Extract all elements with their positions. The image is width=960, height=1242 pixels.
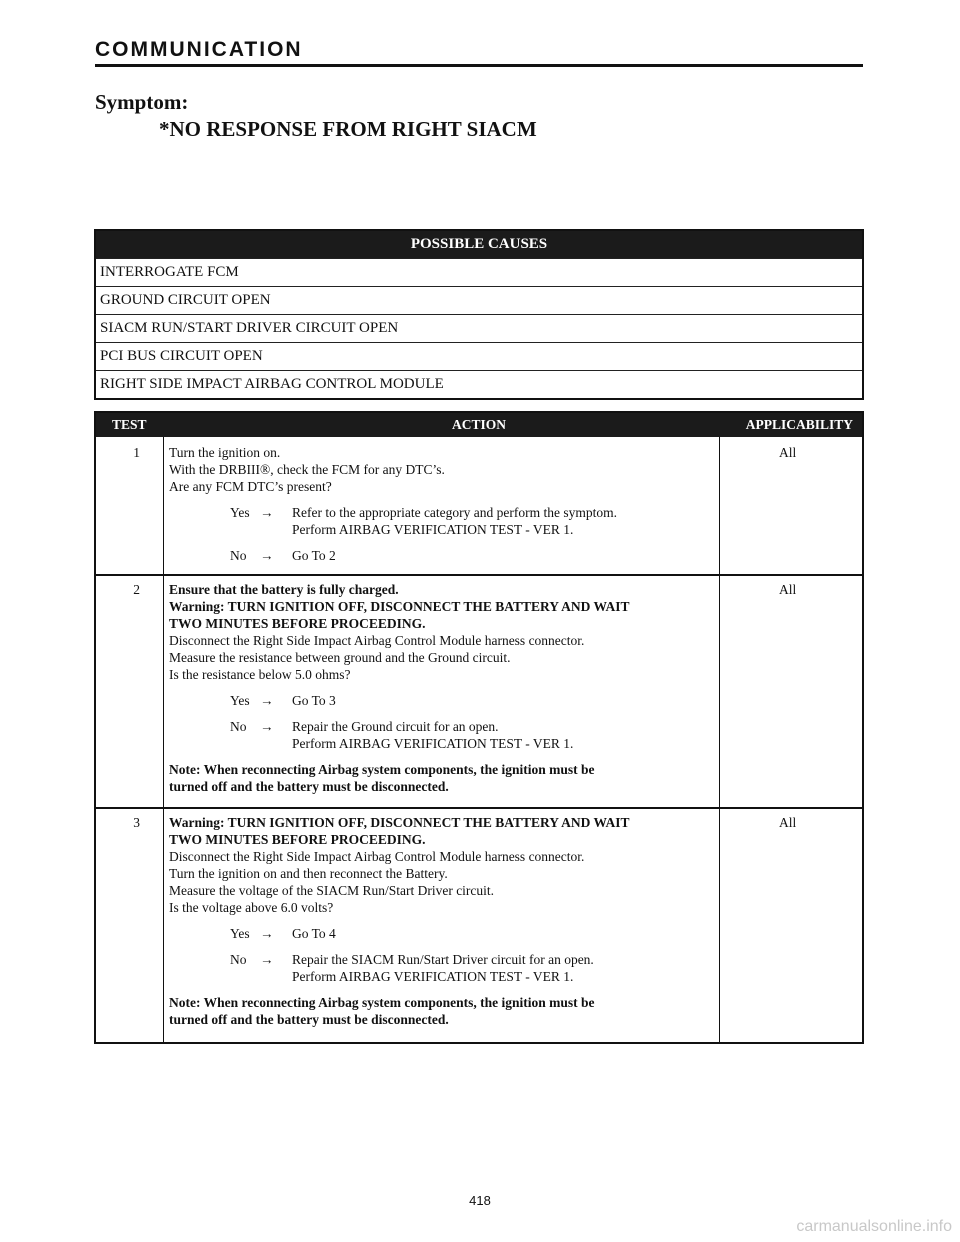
yes-label: Yes bbox=[230, 693, 250, 708]
cause-item: PCI BUS CIRCUIT OPEN bbox=[96, 342, 862, 370]
watermark: carmanualsonline.info bbox=[796, 1218, 952, 1235]
no-label: No bbox=[230, 719, 247, 734]
test-action bbox=[169, 444, 717, 564]
no-branch-cont bbox=[169, 735, 717, 752]
no-text-2: Perform AIRBAG VERIFICATION TEST - VER 1. bbox=[292, 736, 574, 751]
column-divider bbox=[719, 437, 720, 1042]
yes-label: Yes bbox=[230, 505, 250, 520]
note-line: Note: When reconnecting Airbag system components, the ignition must be bbox=[169, 995, 595, 1010]
yes-text: Refer to the appropriate category and perform the symptom. bbox=[292, 505, 618, 520]
yes-branch-cont bbox=[169, 521, 717, 538]
yes-text: Go To 3 bbox=[292, 693, 336, 708]
no-label: No bbox=[230, 548, 247, 563]
arrow-right-icon: → bbox=[260, 548, 274, 563]
action-line-bold: Warning: TURN IGNITION OFF, DISCONNECT THE BATTERY AND WAIT bbox=[169, 815, 630, 830]
header-test: TEST bbox=[112, 417, 147, 432]
test-row-1 bbox=[96, 437, 862, 576]
test-applicability: All bbox=[779, 582, 797, 597]
action-line: Is the voltage above 6.0 volts? bbox=[169, 900, 334, 915]
yes-text-2: Perform AIRBAG VERIFICATION TEST - VER 1. bbox=[292, 522, 574, 537]
action-line: Is the resistance below 5.0 ohms? bbox=[169, 667, 351, 682]
test-note bbox=[169, 761, 717, 795]
action-line-bold: Warning: TURN IGNITION OFF, DISCONNECT THE BATTERY AND WAIT bbox=[169, 599, 630, 614]
arrow-right-icon: → bbox=[260, 952, 274, 967]
possible-causes-heading: POSSIBLE CAUSES bbox=[96, 231, 862, 258]
action-line-bold: TWO MINUTES BEFORE PROCEEDING. bbox=[169, 832, 426, 847]
action-line: With the DRBIII®, check the FCM for any DTC’s. bbox=[169, 462, 445, 477]
no-text: Repair the Ground circuit for an open. bbox=[292, 719, 499, 734]
action-line: Turn the ignition on. bbox=[169, 445, 281, 460]
cause-item: SIACM RUN/START DRIVER CIRCUIT OPEN bbox=[96, 314, 862, 342]
note-line: turned off and the battery must be disconnected. bbox=[169, 1012, 449, 1027]
test-table bbox=[94, 411, 864, 1044]
action-line: Turn the ignition on and then reconnect the Battery. bbox=[169, 866, 448, 881]
symptom-title: *NO RESPONSE FROM RIGHT SIACM bbox=[159, 117, 537, 141]
action-line-bold: Ensure that the battery is fully charged. bbox=[169, 582, 399, 597]
no-branch-cont bbox=[169, 968, 717, 985]
no-label: No bbox=[230, 952, 247, 967]
no-text-2: Perform AIRBAG VERIFICATION TEST - VER 1. bbox=[292, 969, 574, 984]
section-header: COMMUNICATION bbox=[95, 38, 863, 67]
no-branch bbox=[169, 718, 717, 735]
action-line: Are any FCM DTC’s present? bbox=[169, 479, 332, 494]
no-branch bbox=[169, 951, 717, 968]
yes-branch bbox=[169, 504, 717, 521]
test-applicability: All bbox=[779, 815, 797, 830]
cause-item: GROUND CIRCUIT OPEN bbox=[96, 286, 862, 314]
cause-item: RIGHT SIDE IMPACT AIRBAG CONTROL MODULE bbox=[96, 370, 862, 398]
action-line-bold: TWO MINUTES BEFORE PROCEEDING. bbox=[169, 616, 426, 631]
test-action bbox=[169, 814, 717, 1028]
test-row-2 bbox=[96, 574, 862, 809]
test-applicability: All bbox=[779, 445, 797, 460]
page-number: 418 bbox=[469, 1193, 491, 1208]
note-line: turned off and the battery must be disconnected. bbox=[169, 779, 449, 794]
test-note bbox=[169, 994, 717, 1028]
note-line: Note: When reconnecting Airbag system components, the ignition must be bbox=[169, 762, 595, 777]
action-line: Measure the resistance between ground and the Ground circuit. bbox=[169, 650, 511, 665]
cause-item: INTERROGATE FCM bbox=[96, 258, 862, 286]
action-line: Disconnect the Right Side Impact Airbag Control Module harness connector. bbox=[169, 849, 585, 864]
test-number: 3 bbox=[133, 815, 140, 830]
no-text: Go To 2 bbox=[292, 548, 336, 563]
test-number: 2 bbox=[133, 582, 140, 597]
yes-label: Yes bbox=[230, 926, 250, 941]
arrow-right-icon: → bbox=[260, 719, 274, 734]
header-applicability: APPLICABILITY bbox=[745, 417, 853, 432]
yes-branch bbox=[169, 692, 717, 709]
test-row-3 bbox=[96, 807, 862, 1042]
header-action: ACTION bbox=[451, 417, 506, 432]
yes-text: Go To 4 bbox=[292, 926, 336, 941]
symptom-label: Symptom: bbox=[95, 90, 189, 114]
arrow-right-icon: → bbox=[260, 693, 274, 708]
action-line: Measure the voltage of the SIACM Run/Start Driver circuit. bbox=[169, 883, 495, 898]
no-branch bbox=[169, 547, 717, 564]
test-table-header bbox=[96, 413, 862, 437]
no-text: Repair the SIACM Run/Start Driver circuit for an open. bbox=[292, 952, 594, 967]
arrow-right-icon: → bbox=[260, 505, 274, 520]
test-action bbox=[169, 581, 717, 795]
possible-causes-table bbox=[94, 229, 864, 400]
test-number: 1 bbox=[133, 445, 140, 460]
column-divider bbox=[163, 437, 164, 1042]
action-line: Disconnect the Right Side Impact Airbag Control Module harness connector. bbox=[169, 633, 585, 648]
yes-branch bbox=[169, 925, 717, 942]
arrow-right-icon: → bbox=[260, 926, 274, 941]
